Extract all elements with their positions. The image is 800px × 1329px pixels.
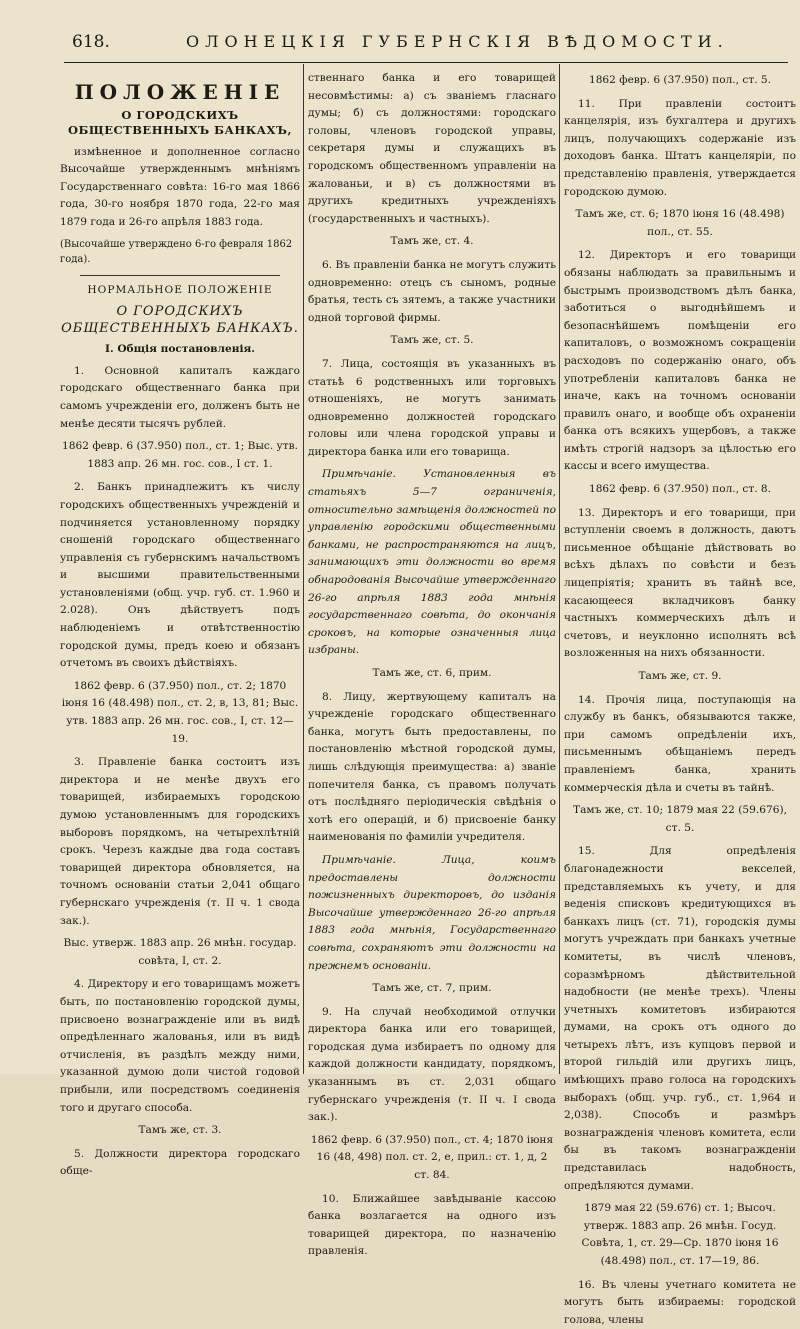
article-5-continued: ственнаго банка и его товарищей несовмѣстимы: а) съ званіемъ гласнаго думы; б) съ должностями: городскаго головы, членовъ городской управы, секретаря думы и служащихъ въ городскомъ общественномъ управленіи на жалованьи, и в) съ должностями въ другихъ кредитныхъ учрежденіяхъ (государственныхъ и частныхъ).	[308, 72, 556, 225]
article-1: 1. Основной капиталъ каждаго городскаго общественнаго банка при самомъ учрежденіи его, долженъ быть не менѣе десяти тысячъ рублей.	[60, 364, 300, 430]
article-4: 4. Директору и его товарищамъ можетъ быть, по постановленію городской думы, присвоено вознагражденіе или въ видѣ опредѣленнаго жалованья, или въ видѣ отчисленія, въ раздѣлъ между ними, указанной думою доли чистой годовой прибыли, или посредствомъ соединенія того и другаго способа.	[60, 978, 300, 1114]
column-divider	[559, 64, 560, 1074]
document-heading: ПОЛОЖЕНІЕ	[74, 80, 286, 104]
article-10: 10. Ближайшее завѣдываніе кассою банка возлагается на одного изъ товарищей директора, по назначенію правленія.	[308, 1192, 556, 1258]
reference-14: Тамъ же, ст. 10; 1879 мая 22 (59.676), ст. 5.	[573, 804, 787, 834]
article-13: 13. Директоръ и его товарищи, при вступленіи своемъ в должность, даютъ письменное обѣщаніе дѣйствовать во всѣхъ дѣлахъ по совѣсти и безъ лицепріятія; хранить въ тайнѣ все, касающееся вкладчиковъ банку частныхъ коммерческихъ дѣлъ и счетовъ, и неуклонно исполнять всѣ возложенныя на нихъ обязанности.	[564, 506, 796, 660]
reference-7: Тамъ же, ст. 6, прим.	[372, 667, 492, 679]
reference-9: 1862 февр. 6 (37.950) пол., ст. 4; 1870 іюня 16 (48, 498) пол. ст. 2, е, прил.: ст. 1, д, 2 ст. 84.	[310, 1133, 554, 1182]
reference-8: Тамъ же, ст. 7, прим.	[372, 982, 492, 995]
document-subheading: О ГОРОДСКИХЪ ОБЩЕСТВЕННЫХЪ БАНКАХЪ,	[68, 107, 292, 137]
italic-title: О ГОРОДСКИХЪ ОБЩЕСТВЕННЫХЪ БАНКАХЪ.	[61, 304, 299, 337]
article-12: 12. Директоръ и его товарищи обязаны наблюдать за правильнымъ и быстрымъ производствомъ дѣлъ банка, заботиться о выгоднѣйшемъ и безопаснѣйшемъ помѣщеніи его капиталовъ, о возможномъ сокращеніи расходовъ по содержанію онаго, объ употребленіи капиталовъ банка не иначе, какъ на точномъ основаніи правилъ онаго, и вообще объ охраненіи банка отъ всякихъ ущербовъ, а также имѣть строгій надзоръ за цѣлостью его кассы и всего имущества.	[564, 249, 796, 473]
article-14: 14. Прочія лица, поступающія на службу въ банкъ, обязываются также, при самомъ опредѣленіи ихъ, письменнымъ обѣщаніемъ передъ правленіемъ банка, хранить коммерческія дѣла и счеты въ тайнѣ.	[564, 693, 796, 794]
article-7: 7. Лица, состоящія въ указанныхъ въ статьѣ 6 родственныхъ или торговыхъ отношеніяхъ, не могутъ занимать одновременно должностей городскаго головы или члена городской управы и директора банка или его товарища.	[308, 357, 556, 458]
article-2: 2. Банкъ принадлежитъ къ числу городскихъ общественныхъ учрежденій и подчиняется установленному порядку сношеній городскаго общественнаго управленія съ губернскимъ начальствомъ и высшими правительственными установленіями (общ. учр. губ. ст. 1.960 и 2.028). Онъ дѣйствуетъ подъ наблюденіемъ и отвѣтственностію городской думы, предъ коею и обязанъ отчетомъ въ своихъ дѣйствіяхъ.	[60, 481, 300, 670]
normal-regulation-heading: НОРМАЛЬНОЕ ПОЛОЖЕНІЕ	[87, 283, 273, 296]
approval-note: (Высочайше утверждено 6-го февраля 1862 года).	[60, 238, 293, 265]
reference-12: 1862 февр. 6 (37.950) пол., ст. 8.	[588, 483, 772, 496]
column-2	[308, 70, 556, 1258]
note-8: Примѣчаніе. Лица, коимъ предоставлены должности пожизненныхъ директоровъ, до изданія Высочайше утвержденнаго 26-го апрѣля 1883 года мнѣнія, Государственнаго совѣта, сохраняютъ эти должности на прежнемъ основаніи.	[308, 853, 556, 972]
header-rule	[64, 62, 788, 63]
note-7: Примѣчаніе. Установленныя въ статьяхъ 5—7 ограниченія, относительно замѣщенія должностей по управленію городскими общественными банками, не распространяются на лицъ, занимающихъ эти должности во время обнародованія Высочайше утвержденнаго 26-го апрѣля 1883 года мнѣнія государственнаго совѣта, до окончанія сроковъ, на которые означенныя лица избраны.	[308, 468, 556, 657]
reference-1: 1862 февр. 6 (37.950) пол., ст. 1; Выс. утв. 1883 апр. 26 мн. гос. сов., I ст. 1.	[62, 440, 298, 470]
article-8: 8. Лицу, жертвующему капиталъ на учрежденіе городскаго общественнаго банка, могутъ быть предоставлены, по постановленію мѣстной городской думы, лишь слѣдующія преимущества: а) званіе попечителя банка, съ правомъ получать отъ послѣдняго періодическія свѣдѣнія о хотѣ его операцій, и б) присвоеніе банку наименованія по фамиліи учредителя.	[308, 690, 556, 844]
article-5-start: 5. Должности директора городскаго обще-	[60, 1147, 300, 1178]
column-divider	[303, 64, 304, 1074]
article-16-start: 16. Въ члены учетнаго комитета не могутъ быть избираемы: городской голова, члены	[564, 1278, 796, 1326]
article-6: 6. Въ правленіи банка не могутъ служить одновременно: отецъ съ сыномъ, родные братья, тесть съ зятемъ, а также участники одной торговой фирмы.	[308, 258, 556, 324]
reference-13: Тамъ же, ст. 9.	[638, 670, 722, 682]
page-header	[0, 22, 800, 62]
column-1	[60, 70, 300, 1178]
section-heading: I. Общія постановленія.	[104, 343, 255, 356]
article-15: 15. Для опредѣленія благонадежности векселей, представляемыхъ къ учету, и для веденія списковъ кредитующихся въ банкахъ лицъ (ст. 71), городскія думы могутъ учреждать при банкахъ учетные комитеты, въ числѣ членовъ, соразмѣрномъ дѣйствительной надобности (не менѣе трехъ). Члены учетныхъ комитетовъ избираются думами, на срокъ отъ одного до четырехъ лѣтъ, изъ купцовъ первой и второй гильдій или другихъ лицъ, имѣющихъ право голоса на городскихъ выборахъ (общ. учр. губ., ст. 1,964 и 2,038). Способъ и размѣръ вознагражденія членовъ комитета, если бы въ такомъ вознагражденіи представилась надобность, опредѣляются думами.	[564, 845, 796, 1192]
reference-11: Тамъ же, ст. 6; 1870 іюня 16 (48.498) пол., ст. 55.	[575, 208, 785, 238]
page-title: ОЛОНЕЦКІЯ ГУБЕРНСКІЯ ВѢДОМОСТИ.	[186, 32, 729, 51]
reference-15: 1879 мая 22 (59.676) ст. 1; Высоч. утверж. 1883 апр. 26 мнѣн. Госуд. Совѣта, 1, ст. 29—Ср. 1870 іюня 16 (48.498) пол., ст. 17—19, 86.	[581, 1202, 779, 1267]
column-3	[564, 70, 796, 1326]
article-9: 9. На случай необходимой отлучки директора банка или его товарищей, городская дума избираетъ по одному для каждой должности кандидату, порядкомъ, указаннымъ въ ст. 2,031 общаго губернскаго учрежденія (т. II ч. I свода зак.).	[308, 1005, 556, 1124]
page-number: 618.	[72, 32, 110, 52]
reference-10: 1862 февр. 6 (37.950) пол., ст. 5.	[588, 74, 772, 86]
section-divider	[80, 275, 280, 276]
reference-6: Тамъ же, ст. 5.	[390, 334, 474, 347]
article-11: 11. При правленіи состоитъ канцелярія, изъ бухгалтера и другихъ лицъ, получающихъ содержаніе изъ доходовъ банка. Штатъ канцеляріи, по представленію правленія, утверждается городскою думою.	[564, 97, 796, 198]
article-3: 3. Правленіе банка состоитъ изъ директора и не менѣе двухъ его товарищей, избираемыхъ городскою думою установленнымъ для городскихъ выборовъ порядкомъ, на четырехлѣтній срокъ. Черезъ каждые два года составъ товарищей директора обновляется, на точномъ основаніи статьи 2,041 общаго губернскаго учрежденія (т. II ч. 1 свода зак.).	[60, 756, 300, 927]
reference-4: Тамъ же, ст. 3.	[138, 1124, 222, 1137]
intro-paragraph: измѣненное и дополненное согласно Высочайше утвержденнымъ мнѣніямъ Государственнаго совѣта: 16-го мая 1866 года, 30-го ноября 1870 года, 22-го мая 1879 года и 26-го апрѣля 1883 года.	[60, 145, 300, 228]
reference-5: Тамъ же, ст. 4.	[390, 235, 474, 248]
reference-3: Выс. утверж. 1883 апр. 26 мнѣн. государ. совѣта, I, ст. 2.	[63, 937, 297, 967]
reference-2: 1862 февр. 6 (37.950) пол., ст. 2; 1870 іюня 16 (48.498) пол., ст. 2, в, 13, 81; Выс. утв. 1883 апр. 26 мн. гос. сов., I, ст. 12—19.	[61, 679, 299, 745]
